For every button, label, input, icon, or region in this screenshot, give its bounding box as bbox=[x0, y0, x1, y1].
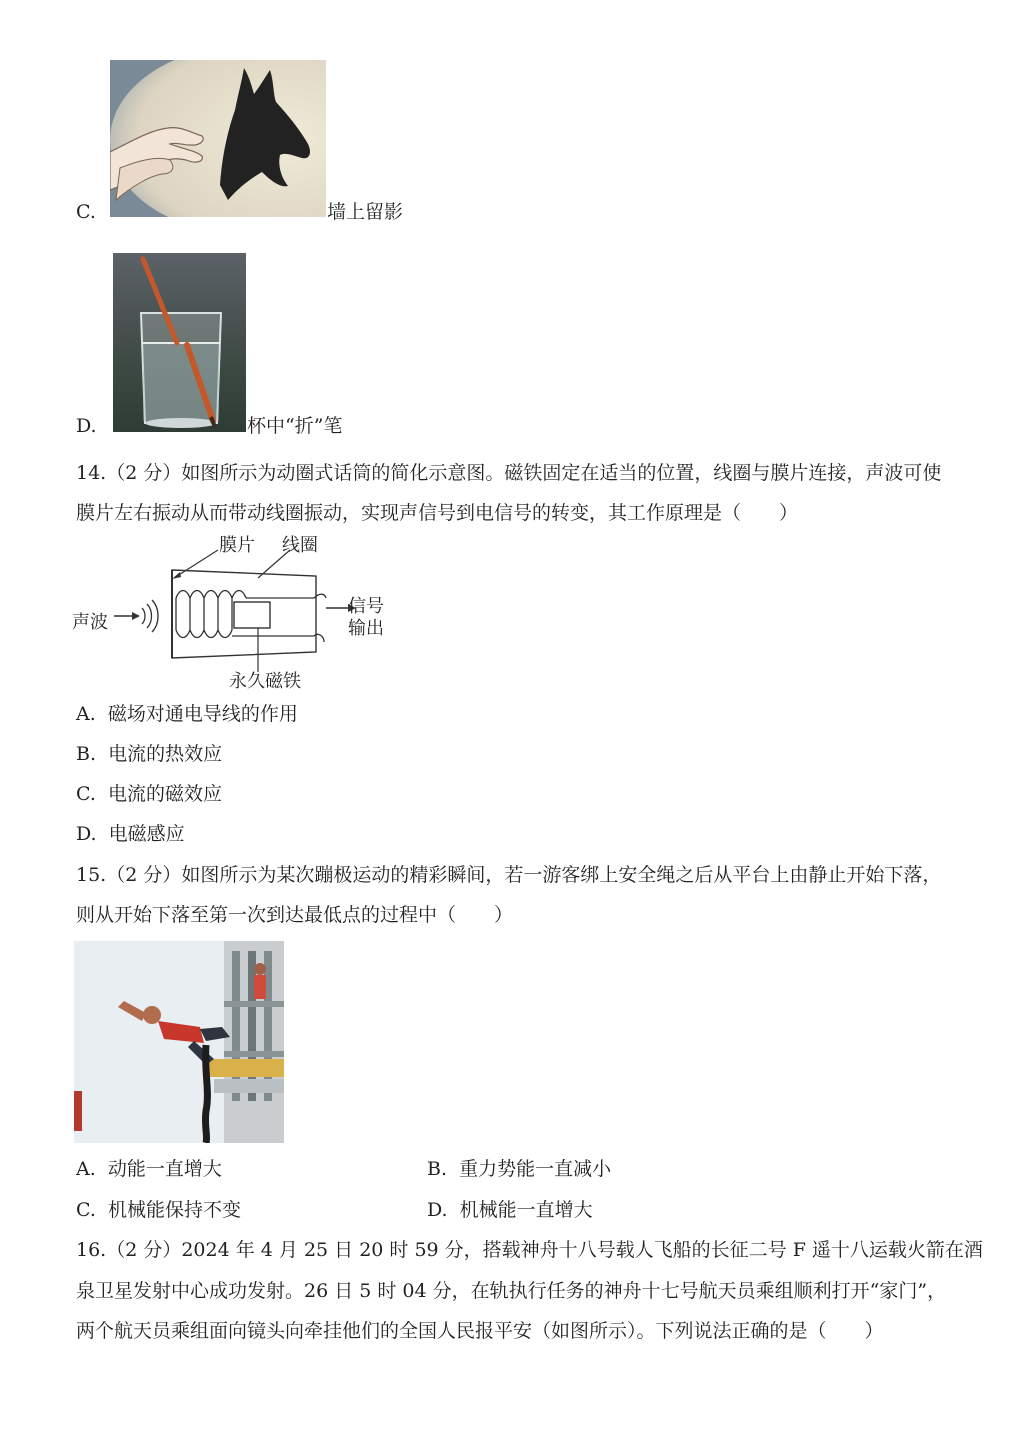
q15-stem-line1: 15.（2 分）如图所示为某次蹦极运动的精彩瞬间，若一游客绑上安全绳之后从平台上由静止开始下落， bbox=[76, 864, 942, 886]
label-signal-2: 输出 bbox=[348, 618, 384, 639]
label-signal-1: 信号 bbox=[348, 596, 384, 617]
q14-stem-line2: 膜片左右振动从而带动线圈振动，实现声信号到电信号的转变，其工作原理是（ ） bbox=[76, 502, 799, 524]
q14-option-c bbox=[76, 782, 222, 806]
q15-option-b-text: 重力势能一直减小 bbox=[459, 1158, 612, 1180]
q15-option-a-letter: A. bbox=[76, 1158, 96, 1180]
q14-option-b bbox=[76, 742, 222, 766]
q15-option-a-text: 动能一直增大 bbox=[107, 1158, 222, 1180]
q15-option-c bbox=[76, 1198, 241, 1222]
q13-option-d-caption: 杯中“折”笔 bbox=[247, 415, 343, 437]
q15-option-d-text: 机械能一直增大 bbox=[459, 1199, 593, 1221]
label-sound-wave: 声波 bbox=[72, 612, 108, 633]
q14-option-c-text: 电流的磁效应 bbox=[107, 783, 222, 805]
q14-option-a-letter: A. bbox=[76, 703, 96, 725]
q15-option-d-letter: D. bbox=[427, 1199, 448, 1221]
q14-stem-line1: 14.（2 分）如图所示为动圈式话筒的简化示意图。磁铁固定在适当的位置，线圈与膜片连接，声波可使 bbox=[76, 462, 942, 484]
q14-option-d-letter: D. bbox=[76, 823, 97, 845]
q15-option-d bbox=[427, 1198, 593, 1222]
q15-option-c-letter: C. bbox=[76, 1199, 96, 1221]
label-membrane: 膜片 bbox=[219, 535, 255, 556]
q14-option-a bbox=[76, 702, 298, 726]
label-magnet: 永久磁铁 bbox=[229, 671, 301, 692]
q14-option-d bbox=[76, 822, 185, 846]
bungee-jump-photo bbox=[74, 941, 284, 1143]
q15-option-c-text: 机械能保持不变 bbox=[107, 1199, 241, 1221]
q16-stem-line3: 两个航天员乘组面向镜头向牵挂他们的全国人民报平安（如图所示）。下列说法正确的是（ ） bbox=[76, 1320, 884, 1342]
q15-stem-line2: 则从开始下落至第一次到达最低点的过程中（ ） bbox=[76, 904, 514, 926]
q13-option-c-letter: C. bbox=[76, 201, 96, 223]
q16-stem-line2: 泉卫星发射中心成功发射。26 日 5 时 04 分，在轨执行任务的神舟十七号航天员乘组顺利打开“家门”， bbox=[76, 1280, 947, 1302]
q14-option-b-text: 电流的热效应 bbox=[108, 743, 223, 765]
label-coil: 线圈 bbox=[282, 535, 318, 556]
q14-option-b-letter: B. bbox=[76, 743, 97, 765]
q16-stem-line1: 16.（2 分）2024 年 4 月 25 日 20 时 59 分，搭载神舟十八号载人飞船的长征二号 F 遥十八运载火箭在酒 bbox=[76, 1239, 983, 1261]
microphone-diagram bbox=[68, 532, 398, 697]
q15-option-b-letter: B. bbox=[427, 1158, 448, 1180]
pencil-in-glass-photo bbox=[113, 253, 246, 432]
q15-option-a bbox=[76, 1157, 222, 1181]
q15-option-b bbox=[427, 1157, 611, 1181]
q14-option-a-text: 磁场对通电导线的作用 bbox=[107, 703, 298, 725]
hand-shadow-photo bbox=[110, 60, 326, 217]
q14-option-d-text: 电磁感应 bbox=[108, 823, 185, 845]
q13-option-d-letter: D. bbox=[76, 415, 97, 437]
q13-option-c-caption: 墙上留影 bbox=[327, 201, 404, 223]
q14-option-c-letter: C. bbox=[76, 783, 96, 805]
